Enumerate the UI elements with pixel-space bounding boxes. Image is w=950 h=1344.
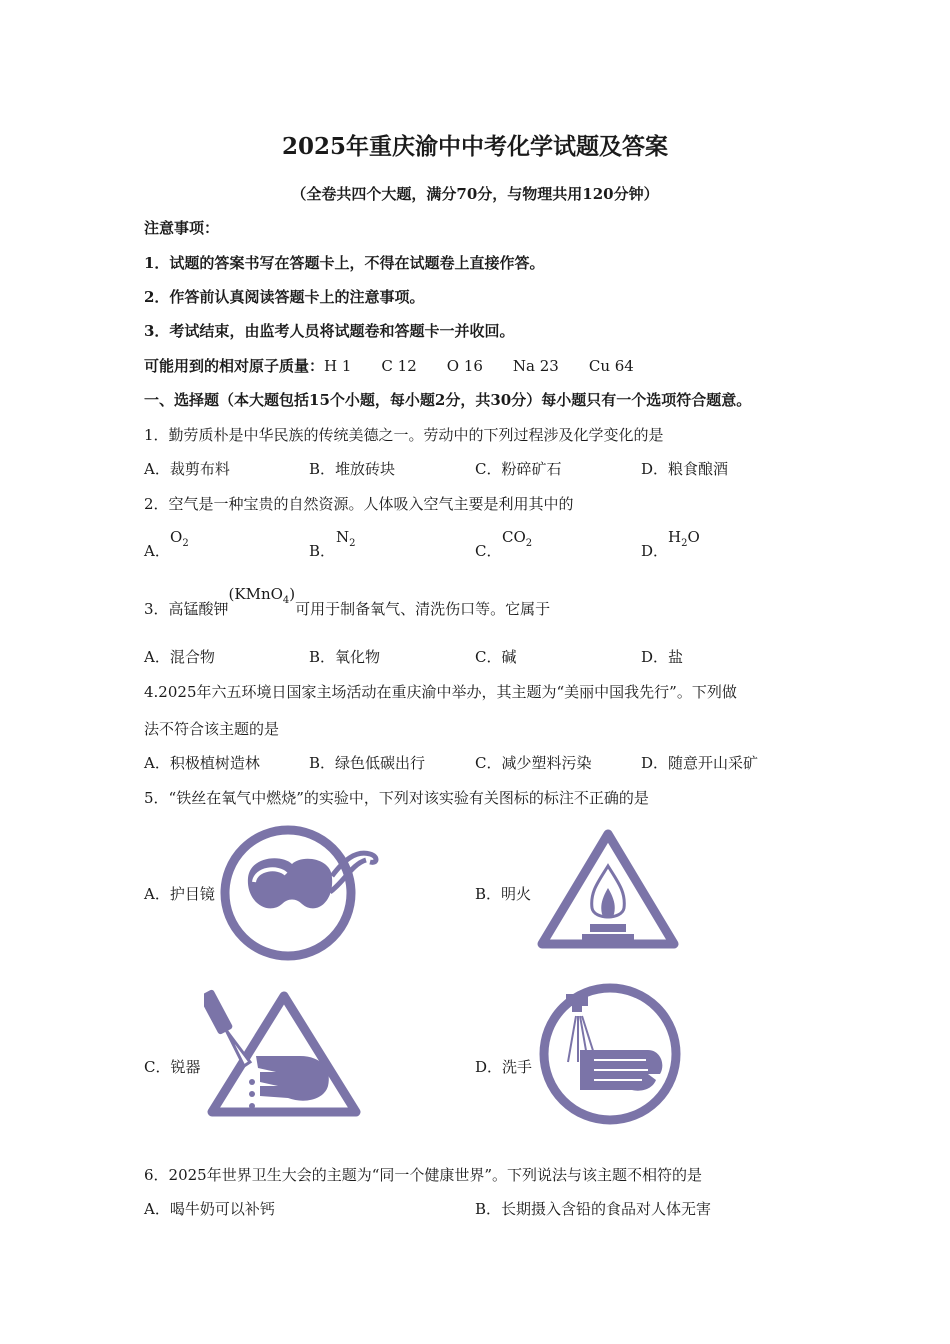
question-5-option-c: C．锐器 — [144, 1058, 201, 1076]
section-heading: 一、选择题（本大题包括15个小题，每小题2分，共30分）每小题只有一个选项符合题意。 — [144, 391, 752, 409]
question-2-stem: 2．空气是一种宝贵的自然资源。人体吸入空气主要是利用其中的 — [144, 495, 574, 513]
question-3-formula: (KMnO$_4$) — [228, 585, 296, 606]
question-4-option-d: D．随意开山采矿 — [641, 754, 759, 772]
question-2-option-c-letter: C． — [475, 542, 502, 560]
question-2-option-a-letter: A． — [144, 542, 170, 560]
question-2-option-b-letter: B． — [309, 542, 336, 560]
question-1-option-c: C．粉碎矿石 — [475, 460, 562, 478]
question-3-stem: 3．高锰酸钾(KMnO$_4$)可用于制备氧气、清洗伤口等。它属于 — [144, 585, 551, 618]
atomic-mass-value: O 16 — [446, 357, 483, 375]
question-2-option-c-formula: $CO_2$ — [502, 528, 533, 549]
question-4-stem-cont: 法不符合该主题的是 — [144, 720, 280, 738]
question-6-stem: 6．2025年世界卫生大会的主题为“同一个健康世界”。下列说法与该主题不相符的是 — [144, 1166, 703, 1184]
question-6-option-a: A．喝牛奶可以补钙 — [144, 1200, 275, 1218]
atomic-mass-value: Cu 64 — [588, 357, 634, 375]
notice-item: 2．作答前认真阅读答题卡上的注意事项。 — [144, 288, 425, 306]
question-3-option-d: D．盐 — [641, 648, 684, 666]
page-title: 2025年重庆渝中中考化学试题及答案 — [281, 133, 668, 160]
notice-item: 3．考试结束，由监考人员将试题卷和答题卡一并收回。 — [144, 322, 515, 340]
goggles-icon — [220, 820, 380, 966]
atomic-mass-line — [144, 356, 634, 376]
flame-warning-icon — [534, 826, 682, 956]
notice-item: 1．试题的答案书写在答题卡上，不得在试题卷上直接作答。 — [144, 254, 545, 272]
question-5-option-d: D．洗手 — [475, 1058, 533, 1076]
question-1-option-d: D．粮食酿酒 — [641, 460, 729, 478]
question-5-stem: 5．“铁丝在氧气中燃烧”的实验中，下列对该实验有关图标的标注不正确的是 — [144, 789, 649, 807]
sharp-object-icon — [204, 986, 364, 1122]
atomic-mass-value: Na 23 — [512, 357, 559, 375]
question-2-option-b-formula: $N_2$ — [336, 528, 356, 549]
question-5-option-b: B．明火 — [475, 885, 532, 903]
question-4-option-a: A．积极植树造林 — [144, 754, 260, 772]
question-6-option-b: B．长期摄入含铅的食品对人体无害 — [475, 1200, 712, 1218]
notice-heading: 注意事项： — [144, 219, 220, 237]
atomic-mass-value: H 1 — [324, 357, 352, 375]
hand-wash-icon — [536, 980, 684, 1128]
atomic-mass-value: C 12 — [381, 357, 417, 375]
question-5-option-a: A．护目镜 — [144, 885, 215, 903]
atomic-mass-label: 可能用到的相对原子质量： — [144, 357, 325, 375]
question-3-option-b: B．氧化物 — [309, 648, 381, 666]
question-4-stem: 4.2025年六五环境日国家主场活动在重庆渝中举办，其主题为“美丽中国我先行”。下列做 — [144, 683, 737, 701]
question-3-option-c: C．碱 — [475, 648, 517, 666]
question-1-option-a: A．裁剪布料 — [144, 460, 230, 478]
question-3-option-a: A．混合物 — [144, 648, 215, 666]
question-1-stem: 1．勤劳质朴是中华民族的传统美德之一。劳动中的下列过程涉及化学变化的是 — [144, 426, 664, 444]
question-2-option-a-formula: $O_2$ — [170, 528, 189, 549]
question-1-option-b: B．堆放砖块 — [309, 460, 396, 478]
exam-subtitle: （全卷共四个大题，满分70分，与物理共用120分钟） — [291, 185, 659, 203]
question-4-option-c: C．减少塑料污染 — [475, 754, 592, 772]
question-2-option-d-formula: $H_2O$ — [668, 528, 700, 549]
question-2-option-d-letter: D． — [641, 542, 669, 560]
question-4-option-b: B．绿色低碳出行 — [309, 754, 426, 772]
